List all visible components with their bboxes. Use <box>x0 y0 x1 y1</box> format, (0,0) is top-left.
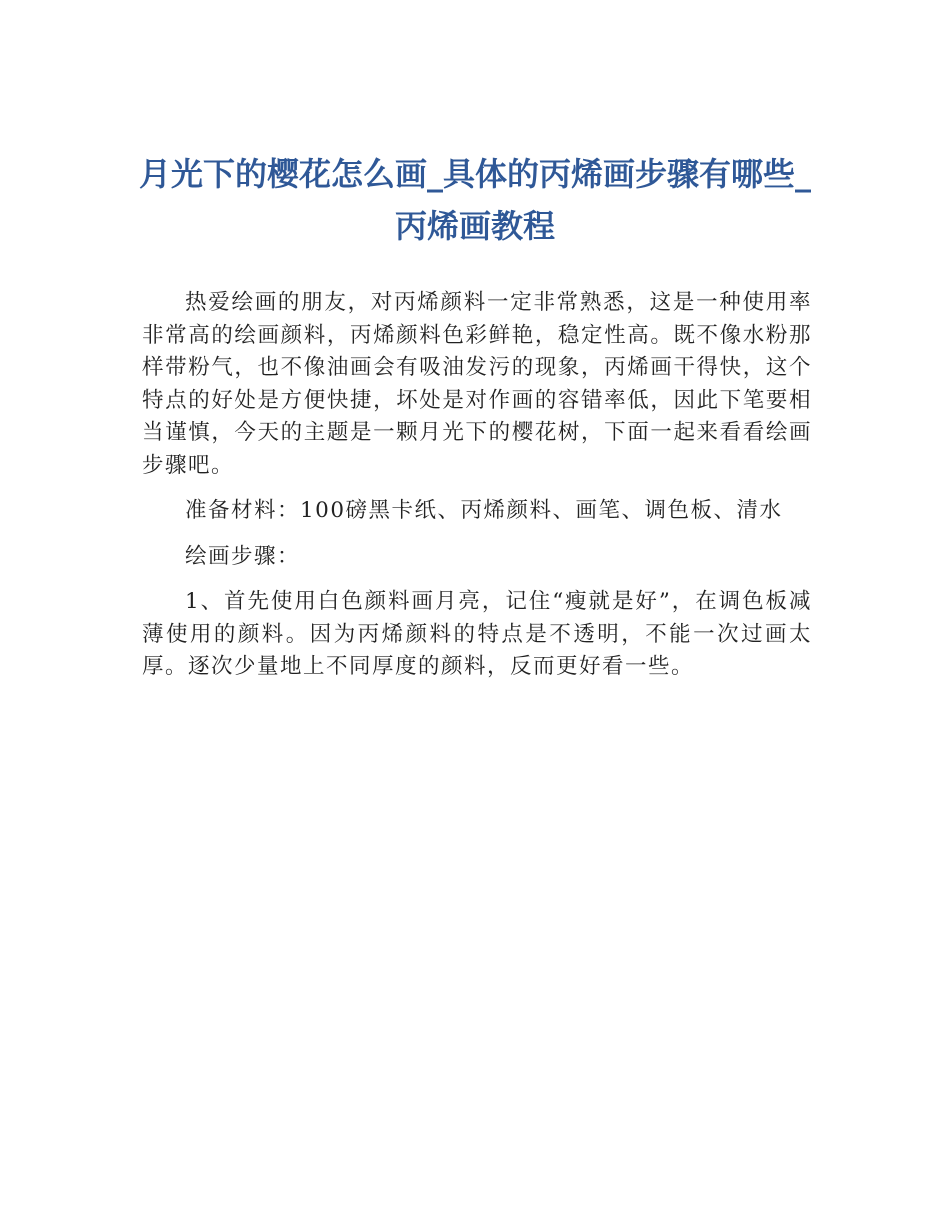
document-body <box>142 287 812 697</box>
paragraph-materials: 准备材料：100磅黑卡纸、丙烯颜料、画笔、调色板、清水 <box>185 498 783 523</box>
paragraph-intro: 热爱绘画的朋友，对丙烯颜料一定非常熟悉，这是一种使用率非常高的绘画颜料，丙烯颜料色彩鲜艳，稳定性高。既不像水粉那样带粉气，也不像油画会有吸油发污的现象，丙烯画干得快，这个特点的好处是方便快捷，坏处是对作画的容错率低，因此下笔要相当谨慎，今天的主题是一颗月光下的樱花树，下面一起来看看绘画步骤吧。 <box>142 290 812 478</box>
paragraph-steps-heading: 绘画步骤： <box>185 543 301 569</box>
paragraph-step-1: 1、首先使用白色颜料画月亮，记住“瘦就是好”，在调色板减薄使用的颜料。因为丙烯颜料的特点是不透明，不能一次过画太厚。逐次少量地上不同厚度的颜料，反而更好看一些。 <box>142 589 812 679</box>
page-title: 月光下的樱花怎么画_具体的丙烯画步骤有哪些_丙烯画教程 <box>138 155 811 245</box>
